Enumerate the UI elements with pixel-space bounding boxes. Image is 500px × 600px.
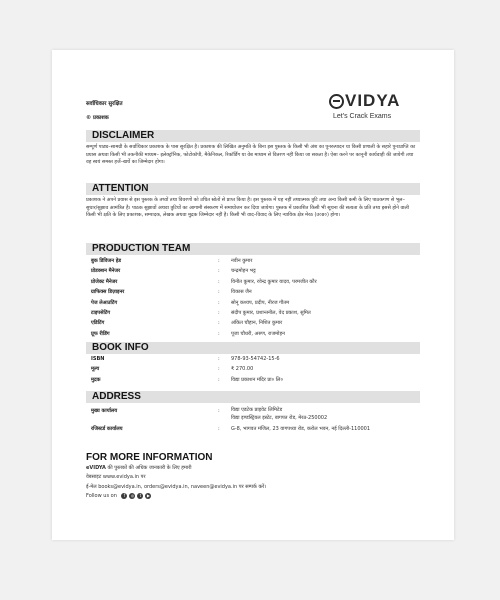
production-row: बुक डिविजन हेड : नवीन कुमार [91, 258, 253, 264]
rights-reserved: सर्वाधिकार सुरक्षित [86, 101, 123, 107]
follow-label: Follow us on [86, 493, 117, 500]
production-row: पेज लेआउटिंग : सोनू कश्यप, प्रदीप, नीरज गौतम [91, 299, 290, 306]
main-office-line1: विद्या एडटेक प्राइवेट लिमिटेड [231, 407, 283, 413]
more-info-line1: eVIDYA की पुस्तकों की अधिक जानकारी के लिए हमारी [86, 465, 192, 471]
book-info-list [86, 354, 420, 385]
book-info-row: मुद्रक : विद्या प्रकाशन मंदिर प्रा० लि० [91, 376, 284, 383]
address-header [86, 391, 420, 403]
production-team-list [86, 256, 420, 339]
logo-tagline: Let's Crack Exams [333, 113, 392, 120]
brand-name: eVIDYA [86, 465, 106, 471]
evidya-logo [329, 92, 419, 120]
instagram-icon[interactable]: ◎ [130, 492, 135, 498]
main-office-line2: विद्या इण्डस्ट्रियल इस्टेट, बागपत रोड, मेरठ-250002 [231, 415, 328, 421]
attention-header [86, 183, 420, 195]
production-row: प्रूफ रीडिंग : पूजा चौधरी, अरुण, राजमोहन [91, 330, 285, 337]
disclaimer-text: सम्पूर्ण पाठ्य–सामग्री के सर्वाधिकार प्रकाशक के पास सुरक्षित है। प्रकाशक की लिखित अनुमति के बिना इस पुस्तक के किसी भी अंश का पुनरुत्पादन या किसी प्रणाली के सहारे पुनःप्राप्ति का प्रयास अथवा किसी भी तकनीकी माध्यम– इलेक्ट्रॉनिक, फोटोकॉपी, मैकेनिकल, रिकॉर्डिंग या वेब माध्यम से वितरण नहीं किया जा सकता है। ऐसा करने पर कानूनी कार्यवाही की जायेगी तथा वह स्वयं समस्त हर्जे–खर्चे का जिम्मेदार होगा। [86, 144, 416, 166]
main-office-row: मुख्य कार्यालय : [91, 408, 220, 414]
production-row: टाइपसेटिंग : संदीप कुमार, प्रशान्तनील, वेद प्रकाश, सुमित [91, 309, 311, 316]
address-title: ADDRESS [92, 391, 141, 402]
production-team-header [86, 243, 420, 255]
e-logo-icon [329, 94, 344, 109]
more-info-title: FOR MORE INFORMATION [86, 452, 213, 463]
book-info-row: ISBN : 978-93-54742-15-6 [91, 356, 280, 362]
book-info-title: BOOK INFO [92, 342, 149, 353]
twitter-icon[interactable]: t [137, 493, 143, 499]
attention-text: प्रकाशक ने अपने प्रयास से इस पुस्तक के तथ्यों तथा विवरणों को उचित स्रोतों से प्राप्त किया है। इस पुस्तक में यह नहीं तथ्यात्मक त्रुटि तथा अन्य किसी कमी के लिए पाठकगण से भूल–सुधार/सुझाव आमंत्रित है। पाठक सुझावों अथवा त्रुटियों का आगामी संस्करण में समायोजन कर दिया जायेगा। पुस्तक में प्रकाशित किसी भी सूचना की सत्यता के प्रति तथ्य इससे होने वाली किसी भी क्षति के लिए प्रकाशक, सम्पादक, लेखक अथवा मुद्रक जिम्मेदार नहीं है। किसी भी वाद–विवाद के लिए न्यायिक क्षेत्र मेरठ (उ०प्र०) होगा। [86, 197, 410, 219]
address-list [86, 406, 420, 440]
production-row: एडिटिंग : अंकित चौहान, निशित कुमार [91, 320, 283, 327]
production-row: प्रोडक्शन मैनेजर : चन्द्रमोहन भट्ट [91, 268, 256, 275]
copyright-publisher: © प्रकाशक [86, 115, 109, 121]
production-row: ग्राफिक्स डिज़ाइनर : विकास जैन [91, 289, 252, 296]
youtube-icon[interactable]: ▶ [146, 492, 150, 498]
production-row: प्रोजेक्ट मैनेजर : विनीत कुमार, रवेन्द्र कुमार यादव, परमजीत कौर [91, 278, 317, 285]
website-line: वेबसाइट www.evidya.in पर [86, 474, 146, 481]
book-info-header [86, 342, 420, 354]
attention-title: ATTENTION [92, 183, 149, 194]
email-line: ई-मेल books@evidya.in, orders@evidya.in, naveen@evidya.in पर सम्पर्क करें। [86, 483, 267, 490]
more-info-header [86, 452, 420, 464]
production-team-title: PRODUCTION TEAM [92, 243, 191, 254]
disclaimer-header [86, 130, 420, 142]
disclaimer-title: DISCLAIMER [92, 130, 155, 141]
logo-text: VIDYA [345, 91, 401, 110]
more-info-text [86, 464, 420, 502]
imprint-page [52, 50, 454, 540]
follow-line [86, 492, 420, 501]
book-info-row: मूल्य : ₹ 270.00 [91, 366, 254, 373]
facebook-icon[interactable]: f [121, 493, 127, 499]
registered-office-row: रजिस्टर्ड कार्यालय : G-8, भागवत मंजिल, 23 वागपथ्या रोड, करोल भवन, नई दिल्ली-110001 [91, 426, 371, 432]
